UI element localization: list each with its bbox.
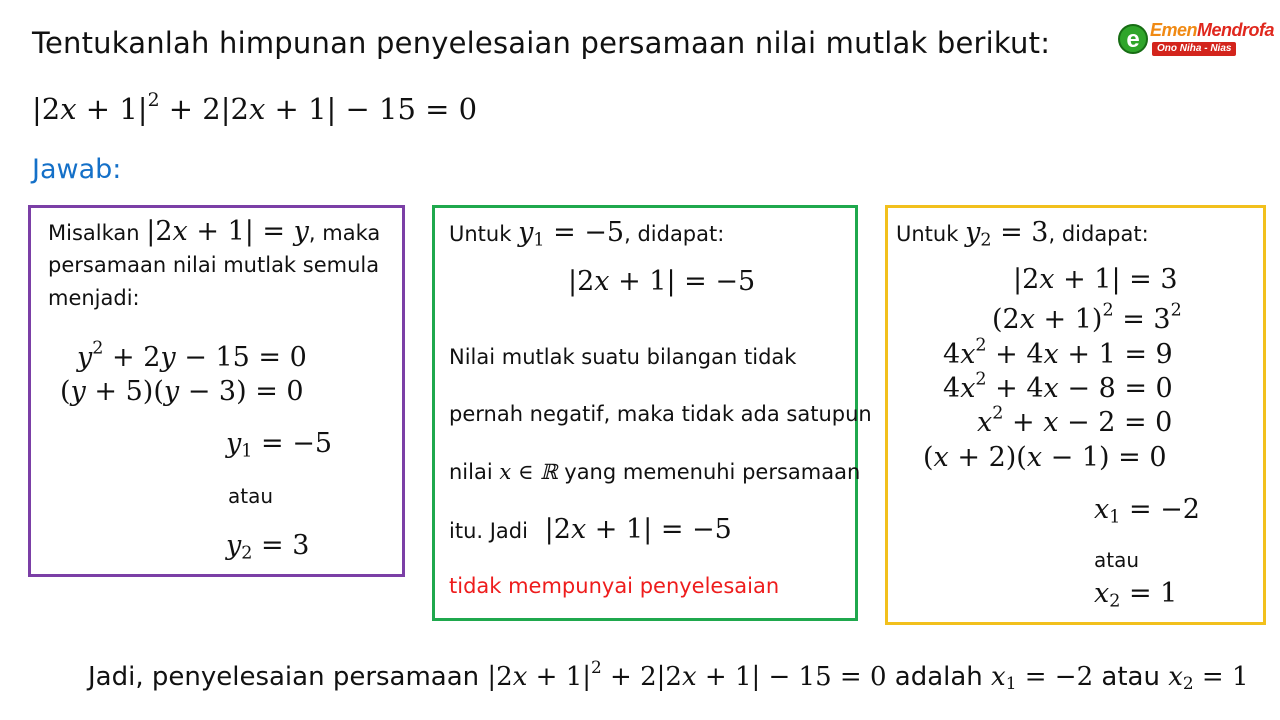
case-y1-box bbox=[432, 205, 872, 621]
y2-solution: $y_2 = 3$ bbox=[226, 530, 310, 564]
step-factor: (x + 2)(x − 1) = 0 bbox=[923, 442, 1167, 473]
final-conclusion: Jadi, penyelesaian persamaan $|2x + 1|^2 + 2|2x + 1| - 15 = 0$ adalah $x_1 = -2$ atau $x_2 = 1$ bbox=[88, 657, 1249, 694]
substitution-box bbox=[28, 205, 405, 577]
step-expand: $4x^2 + 4x + 1 = 9$ bbox=[943, 335, 1173, 370]
logo-brand-name: EmenMendrofa bbox=[1150, 20, 1275, 40]
case-y1-equation: |2x + 1| = −5 bbox=[568, 266, 756, 297]
case-y1-text-1: Nilai mutlak suatu bilangan tidak bbox=[449, 345, 797, 369]
x1-solution: $x_1 = -2$ bbox=[1094, 494, 1200, 528]
y1-solution: $y_1 = -5$ bbox=[226, 428, 333, 462]
case-y2-box bbox=[885, 205, 1266, 625]
case-y1-text-4: itu. Jadi |2x + 1| = −5 bbox=[449, 514, 732, 545]
or-label-right: atau bbox=[1094, 548, 1140, 572]
answer-label: Jawab: bbox=[32, 154, 122, 185]
substitution-line2: persamaan nilai mutlak semula bbox=[48, 253, 380, 277]
step-simplify: $4x^2 + 4x - 8 = 0$ bbox=[943, 369, 1173, 404]
case-y1-heading: Untuk $y_1 = -5$, didapat: bbox=[449, 217, 725, 251]
case-y1-text-2: pernah negatif, maka tidak ada satupun bbox=[449, 402, 872, 426]
case-y2-heading: Untuk $y_2 = 3$, didapat: bbox=[896, 217, 1149, 251]
quadratic-equation: $y^2 + 2y - 15 = 0$ bbox=[77, 338, 307, 373]
case-y1-text-3: nilai x ∈ ℝ yang memenuhi persamaan bbox=[449, 460, 861, 484]
logo-e-icon: e bbox=[1118, 24, 1148, 54]
step-divide: $x^2 + x - 2 = 0$ bbox=[977, 403, 1173, 438]
page-title: Tentukanlah himpunan penyelesaian persamaan nilai mutlak berikut: bbox=[32, 26, 1051, 60]
or-label: atau bbox=[228, 484, 274, 508]
substitution-line3: menjadi: bbox=[48, 286, 140, 310]
problem-equation: $|2x + 1|^2 + 2|2x + 1| - 15 = 0$ bbox=[32, 89, 478, 126]
logo-tagline: Ono Niha - Nias bbox=[1152, 42, 1236, 56]
factored-equation: (y + 5)(y − 3) = 0 bbox=[60, 376, 304, 407]
step-abs-equation: |2x + 1| = 3 bbox=[1013, 264, 1178, 295]
step-square-both-sides: $(2x + 1)^2 = 3^2$ bbox=[992, 300, 1182, 335]
x2-solution: $x_2 = 1$ bbox=[1094, 578, 1178, 612]
no-solution-conclusion: tidak mempunyai penyelesaian bbox=[449, 574, 780, 598]
substitution-intro: Misalkan |2x + 1| = y, maka bbox=[48, 216, 381, 247]
brand-logo bbox=[1118, 20, 1275, 58]
